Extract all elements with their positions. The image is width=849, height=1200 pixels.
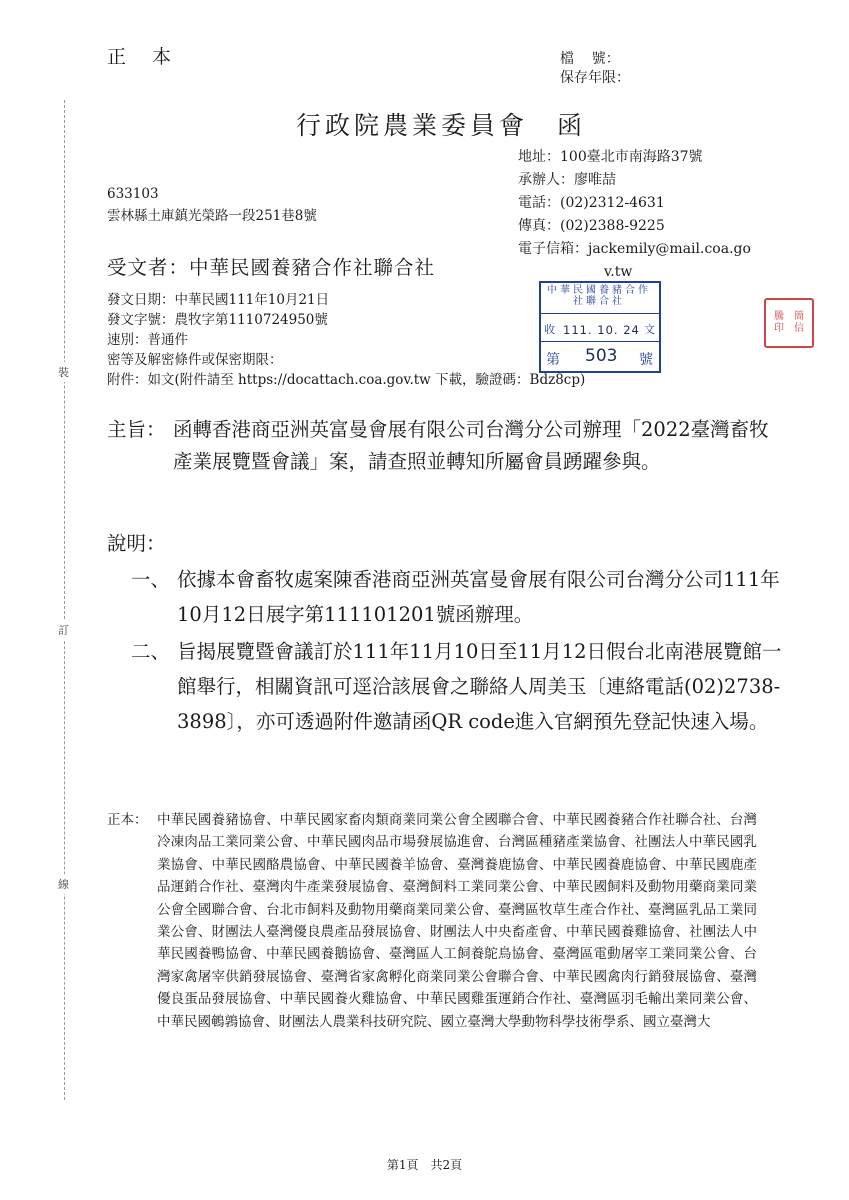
explanation-item xyxy=(131,562,797,632)
stamp-no-suffix: 號 xyxy=(639,352,653,368)
issue-date: 發文日期：中華民國111年10月21日 xyxy=(107,292,330,308)
item-number: 二、 xyxy=(131,640,171,663)
page-footer: 第1頁 共2頁 xyxy=(386,1158,463,1172)
sender-phone: 電話：(02)2312-4631 xyxy=(518,195,665,211)
binding-margin-line xyxy=(64,100,65,1100)
sender-email-cont: v.tw xyxy=(604,264,633,280)
item-number: 一、 xyxy=(131,568,171,591)
document-meta xyxy=(107,290,585,390)
archive-info xyxy=(560,50,630,88)
sender-contact: 承辦人：廖唯喆 xyxy=(518,172,616,188)
postal-code: 633103 xyxy=(107,186,159,202)
stamp-org: 中華民國養豬合作社聯合社 xyxy=(547,285,651,307)
subject-text: 函轉香港商亞洲英富曼會展有限公司台灣分公司辦理「2022臺灣畜牧產業展覽暨會議」案，請查照並轉知所屬會員踴躍參與。 xyxy=(173,418,769,473)
stamp-date: 111. 10. 24 xyxy=(563,323,640,337)
cc-recipients: 中華民國養豬協會、中華民國家畜肉類商業同業公會全國聯合會、中華民國養豬合作社聯合社、台灣冷凍肉品工業同業公會、中華民國肉品市場發展協進會、台灣區種豬產業協會、社團法人中華民國乳業協會、中華民國酪農協會、中華民國養羊協會、臺灣養鹿協會、中華民國養鹿協會、中華民國鹿產品運銷合作社、臺灣肉牛產業發展協會、臺灣飼料工業同業公會、中華民國飼料及動物用藥商業同業公會全國聯合會、台北市飼料及動物用藥商業同業公會、臺灣區牧草生產合作社、臺灣區乳品工業同業公會、財團法人臺灣優良農產品發展協會、財團法人中央畜產會、中華民國養雞協會、社團法人中華民國養鴨協會、中華民國養鵝協會、臺灣區人工飼養鴕鳥協會、臺灣區電動屠宰工業同業公會、台灣家禽屠宰供銷發展協會、臺灣省家禽孵化商業同業公會聯合會、中華民國禽肉行銷發展協會、臺灣優良蛋品發展協會、中華民國養火雞協會、中華民國雞蛋運銷合作社、臺灣區羽毛輸出業同業公會、中華民國鵪鶉協會、財團法人農業科技研究院、國立臺灣大學動物科學技術學系、國立臺灣大 xyxy=(157,812,757,1030)
stamp-doc-char: 文 xyxy=(644,323,655,336)
sender-address: 地址：100臺北市南海路37號 xyxy=(518,149,703,165)
cc-label: 正本： xyxy=(107,812,148,828)
stamp-received-char: 收 xyxy=(544,323,555,336)
attachment-info: 附件：如文(附件請至 https://docattach.coa.gov.tw 下載，驗證碼：Bdz8cp) xyxy=(107,372,586,388)
item-text: 旨揭展覽暨會議訂於111年11月10日至11月12日假台北南港展覽館一館舉行，相關資訊可逕洽該展會之聯絡人周美玉〔連絡電話(02)2738-3898〕，亦可透過附件邀請函QR code進入官網預先登記快速入場。 xyxy=(177,640,782,733)
recipient-address xyxy=(107,183,317,227)
explanation-item xyxy=(131,634,797,739)
subject-label: 主旨： xyxy=(107,418,166,441)
copy-mark: 正本 xyxy=(107,46,198,68)
retention-label: 保存年限： xyxy=(560,70,630,86)
binding-mark-bind: 裝 xyxy=(58,362,69,382)
secrecy-level: 密等及解密條件或保密期限： xyxy=(107,352,283,368)
document-title: 行政院農業委員會 函 xyxy=(296,111,587,140)
explanation-label: 說明： xyxy=(107,532,166,555)
sender-email: 電子信箱：jackemily@mail.coa.go xyxy=(518,241,751,257)
delivery-speed: 速別：普通件 xyxy=(107,332,188,348)
item-text: 依據本會畜牧處案陳香港商亞洲英富曼會展有限公司台灣分公司111年10月12日展字第111101201號函辦理。 xyxy=(177,568,780,626)
street-address: 雲林縣土庫鎮光榮路一段251巷8號 xyxy=(107,208,317,224)
file-number-label: 檔 號： xyxy=(560,51,620,67)
recipient: 受文者：中華民國養豬合作社聯合社 xyxy=(107,256,436,279)
binding-mark-line: 線 xyxy=(58,874,69,894)
sender-info xyxy=(518,146,751,284)
stamp-no-prefix: 第 xyxy=(546,352,560,368)
sender-fax: 傳真：(02)2388-9225 xyxy=(518,218,665,234)
binding-mark-staple: 訂 xyxy=(58,620,69,640)
received-stamp xyxy=(539,281,661,373)
document-number: 發文字號：農牧字第1110724950號 xyxy=(107,312,328,328)
red-seal: 騰 簡 印 信 xyxy=(764,298,814,348)
stamp-number: 503 xyxy=(585,346,618,366)
